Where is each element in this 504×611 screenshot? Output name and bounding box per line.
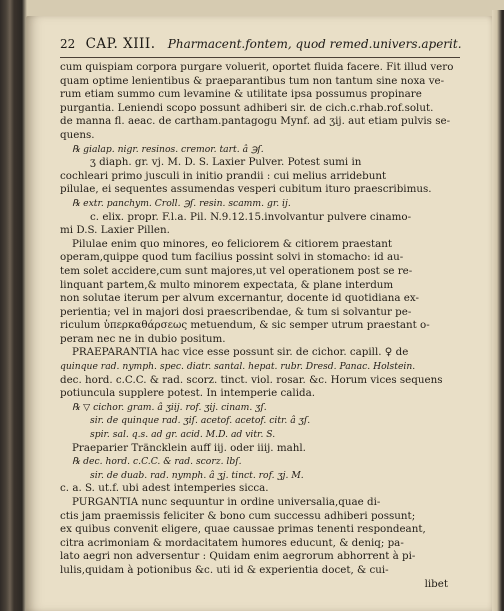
text-line: pilulae, ei sequentes assumendas vesperi cubitum ituro praescribimus. — [60, 183, 432, 196]
text-line: ex quibus convenit eligere, quae caussae primas tenenti respondeant, — [60, 523, 426, 536]
text-line: ctis jam praemissis feliciter & bono cum successu adhiberi possunt; — [60, 509, 416, 522]
recipe-line: ℞ ▽ cichor. gram. â ʒiij. rof. ʒij. cinam. ʒſ. — [72, 401, 267, 413]
text-line: c. a. S. ut.f. ubi adest intemperies sicca. — [60, 482, 269, 495]
page-edge — [492, 10, 504, 611]
recipe-line: ʒ diaph. gr. vj. M. D. S. Laxier Pulver. Potest sumi in — [90, 156, 362, 169]
recipe-line: ℞ dec. hord. c.C.C. & rad. scorz. lbſ. — [72, 456, 242, 468]
text-line: linquant partem,& multo minorem expectata, & plane interdum — [60, 278, 394, 291]
text-line: PRAEPARANTIA hac vice esse possunt sir. de cichor. capill. ♀ de — [72, 346, 409, 359]
text-line: quens. — [60, 128, 95, 141]
text-line: purgantia. Leniendi scopo possunt adhiberi sir. de cich.c.rhab.rof.solut. — [60, 101, 434, 114]
text-line: dec. hord. c.C.C. & rad. scorz. tinct. viol. rosar. &c. Horum vices sequens — [60, 373, 443, 386]
text-line: de manna fl. aeac. de cartham.pantagogu Mynf. ad ʒij. aut etiam pulvis se- — [60, 115, 451, 128]
text-line: Pilulae enim quo minores, eo feliciorem & citiorem praestant — [72, 237, 393, 250]
text-line: lato aegri non adversentur : Quidam enim aegrorum abhorrent à pi- — [60, 550, 416, 563]
text-line: PURGANTIA nunc sequuntur in ordine universalia,quae di- — [72, 496, 381, 508]
text-line: lulis,quidam à potionibus &c. uti id & experientia docet, & cui- — [60, 563, 389, 576]
header-rule — [60, 57, 460, 58]
text-line: quam optime lenientibus & praeparantibus tum non tantum sine noxa ve- — [60, 74, 445, 87]
text-line: libet — [424, 577, 448, 590]
text-line: citra acrimoniam & mordacitatem humores educunt, & deniq; pa- — [60, 536, 404, 549]
text-line: peram nec ne in dubio positum. — [60, 332, 226, 345]
recipe-line: spir. sal. q.s. ad gr. acid. M.D. ad vitr. S. — [90, 429, 276, 441]
body-text — [60, 61, 470, 591]
text-line: quinque rad. nymph. spec. diatr. santal. hepat. rubr. Dresd. Panac. Holstein. — [60, 361, 416, 373]
running-header — [60, 36, 460, 56]
text-line: tem solet accidere,cum sunt majores,ut vel operationem post se re- — [60, 264, 413, 277]
recipe-line: ℞ gialap. nigr. resinos. cremor. tart. â ℈ſ. — [72, 143, 264, 155]
recipe-line: Praeparier Träncklein auff iij. oder iiij. mahl. — [72, 441, 306, 454]
text-line: rum etiam summo cum levamine & utilitate ipsa possumus propinare — [60, 88, 422, 101]
text-line: mi D.S. Laxier Pillen. — [60, 224, 170, 237]
recipe-line: sir. de quinque rad. ʒiſ. acetof. acetof. citr. â ʒſ. — [90, 415, 311, 427]
recipe-line: c. elix. propr. F.l.a. Pil. N.9.12.15.involvantur pulvere cinamo- — [90, 210, 412, 223]
text-line: perientia; vel in majori dosi praescribendae, & tum si solvantur pe- — [60, 305, 412, 318]
text-line: riculum ὑπερκαθάρσεως metuendum, & sic semper utrum praestant o- — [60, 319, 430, 332]
page-number: 22 — [60, 37, 76, 51]
recipe-line: ℞ extr. panchym. Croll. ℈ſ. resin. scamm. gr. ij. — [72, 197, 291, 209]
text-line: potiuncula supplere potest. In intemperie calida. — [60, 387, 316, 400]
text-line: operam,quippe quod tum facilius possint solvi in stomacho: id au- — [60, 251, 404, 264]
recipe-line: sir. de duab. rad. nymph. â ʒj. tinct. rof. ʒj. M. — [90, 469, 304, 481]
text-line: cum quispiam corpora purgare voluerit, oportet fluida facere. Fit illud vero — [60, 61, 454, 73]
chapter-heading: CAP. XIII. — [85, 36, 156, 52]
text-line: cochleari primo jusculi in initio prandii : cui melius arridebunt — [60, 169, 387, 182]
running-title: Pharmacent.fontem, quod remed.univers.aperit. — [167, 37, 462, 51]
text-line: non solutae iterum per alvum excernantur, docente id quotidiana ex- — [60, 292, 419, 305]
